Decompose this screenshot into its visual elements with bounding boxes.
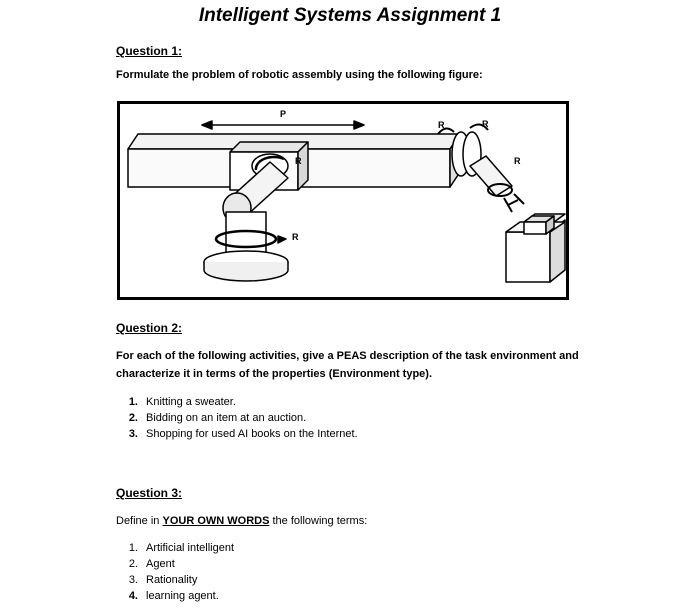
label-joint-base: R [292, 232, 299, 242]
question-1-prompt: Formulate the problem of robotic assembly using the following figure: [116, 69, 483, 81]
gripper [504, 194, 524, 212]
page-title: Intelligent Systems Assignment 1 [198, 5, 502, 26]
list-item [116, 410, 358, 426]
question-2-prompt-line-1: For each of the following activities, give a PEAS description of the task environment and [116, 350, 579, 362]
robot-arm-drawing [120, 104, 566, 297]
label-wrist-2: R [482, 119, 489, 129]
part-front [524, 222, 546, 234]
prompt-emphasis: YOUR OWN WORDS [162, 515, 270, 527]
list-item-text: Knitting a sweater. [146, 396, 236, 408]
list-item [116, 426, 358, 442]
question-3-list [116, 540, 234, 604]
arrow-left-head [202, 121, 212, 129]
arrow-right-head [354, 121, 364, 129]
question-3-prompt [116, 515, 367, 527]
pedestal-front [506, 232, 550, 282]
list-item-number: 3. [128, 428, 138, 440]
question-2-prompt-line-2: characterize it in terms of the properties (Environment type). [116, 368, 433, 380]
list-item [116, 588, 234, 604]
label-forearm: R [514, 156, 521, 166]
label-wrist-1: R [438, 120, 445, 130]
list-item-number: 1. [128, 542, 138, 554]
list-item-text: learning agent. [146, 590, 219, 602]
base-side [204, 262, 288, 281]
list-item-number: 2. [128, 412, 138, 424]
question-1-heading: Question 1: [116, 44, 183, 58]
label-prismatic: P [280, 109, 287, 119]
list-item-number: 3. [128, 574, 138, 586]
list-item-text: Shopping for used AI books on the Internet. [146, 428, 358, 440]
forearm [470, 156, 512, 196]
list-item-number: 2. [128, 558, 138, 570]
robot-arm-figure [117, 101, 569, 300]
prompt-text-before: Define in [116, 515, 163, 527]
list-item [116, 556, 234, 572]
list-item [116, 540, 234, 556]
question-2-heading: Question 2: [116, 321, 183, 335]
list-item [116, 394, 358, 410]
list-item-number: 4. [128, 590, 138, 602]
list-item-text: Agent [146, 558, 175, 570]
list-item-text: Bidding on an item at an auction. [146, 412, 307, 424]
list-item-text: Artificial intelligent [146, 542, 235, 554]
list-item-number: 1. [128, 396, 138, 408]
carriage-top [230, 142, 308, 152]
prompt-text-after: the following terms: [269, 515, 368, 527]
list-item-text: Rationality [146, 574, 198, 586]
label-joint-carriage: R [295, 156, 302, 166]
question-2-list [116, 394, 358, 442]
question-3-heading: Question 3: [116, 486, 183, 500]
list-item [116, 572, 234, 588]
